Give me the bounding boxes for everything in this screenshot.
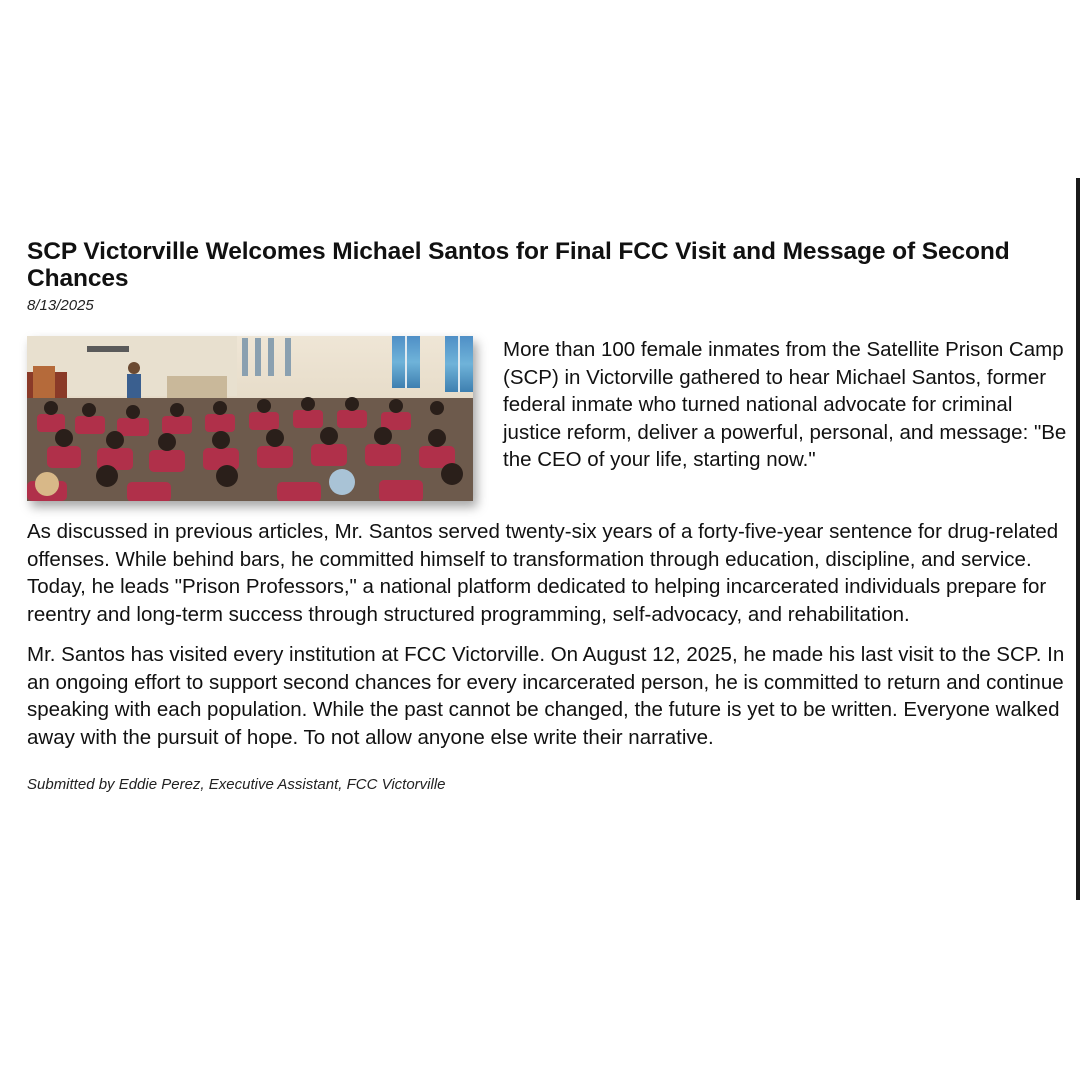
article-photo — [27, 336, 473, 501]
article-date: 8/13/2025 — [27, 297, 94, 314]
article-paragraph: Mr. Santos has visited every institution at FCC Victorville. On August 12, 2025, he made his last visit to the SCP. In an ongoing effort to support second chances for every incarcerated person, he is committed to return and continue speaking with each population. While the past cannot be changed, the future is yet to be written. Everyone walked away with the pursuit of hope. To not allow anyone else write their narrative. — [27, 643, 1065, 749]
article — [27, 238, 1067, 793]
page-edge-rule — [1076, 178, 1080, 900]
article-title: SCP Victorville Welcomes Michael Santos for Final FCC Visit and Message of Second Chances — [27, 238, 1010, 292]
article-paragraph: More than 100 female inmates from the Satellite Prison Camp (SCP) in Victorville gathered to hear Michael Santos, former federal inmate who turned national advocate for criminal justice reform, deliver a powerful, personal, and message: "Be the CEO of your life, starting now." — [503, 338, 1067, 471]
article-body — [27, 336, 1067, 751]
article-paragraph: As discussed in previous articles, Mr. Santos served twenty-six years of a forty-five-year sentence for drug-related offenses. While behind bars, he committed himself to transformation through education, discipline, and service. Today, he leads "Prison Professors," a national platform dedicated to helping incarcerated individuals prepare for reentry and long-term success through structured programming, self-advocacy, and rehabilitation. — [27, 520, 1059, 626]
article-byline: Submitted by Eddie Perez, Executive Assistant, FCC Victorville — [27, 776, 446, 793]
